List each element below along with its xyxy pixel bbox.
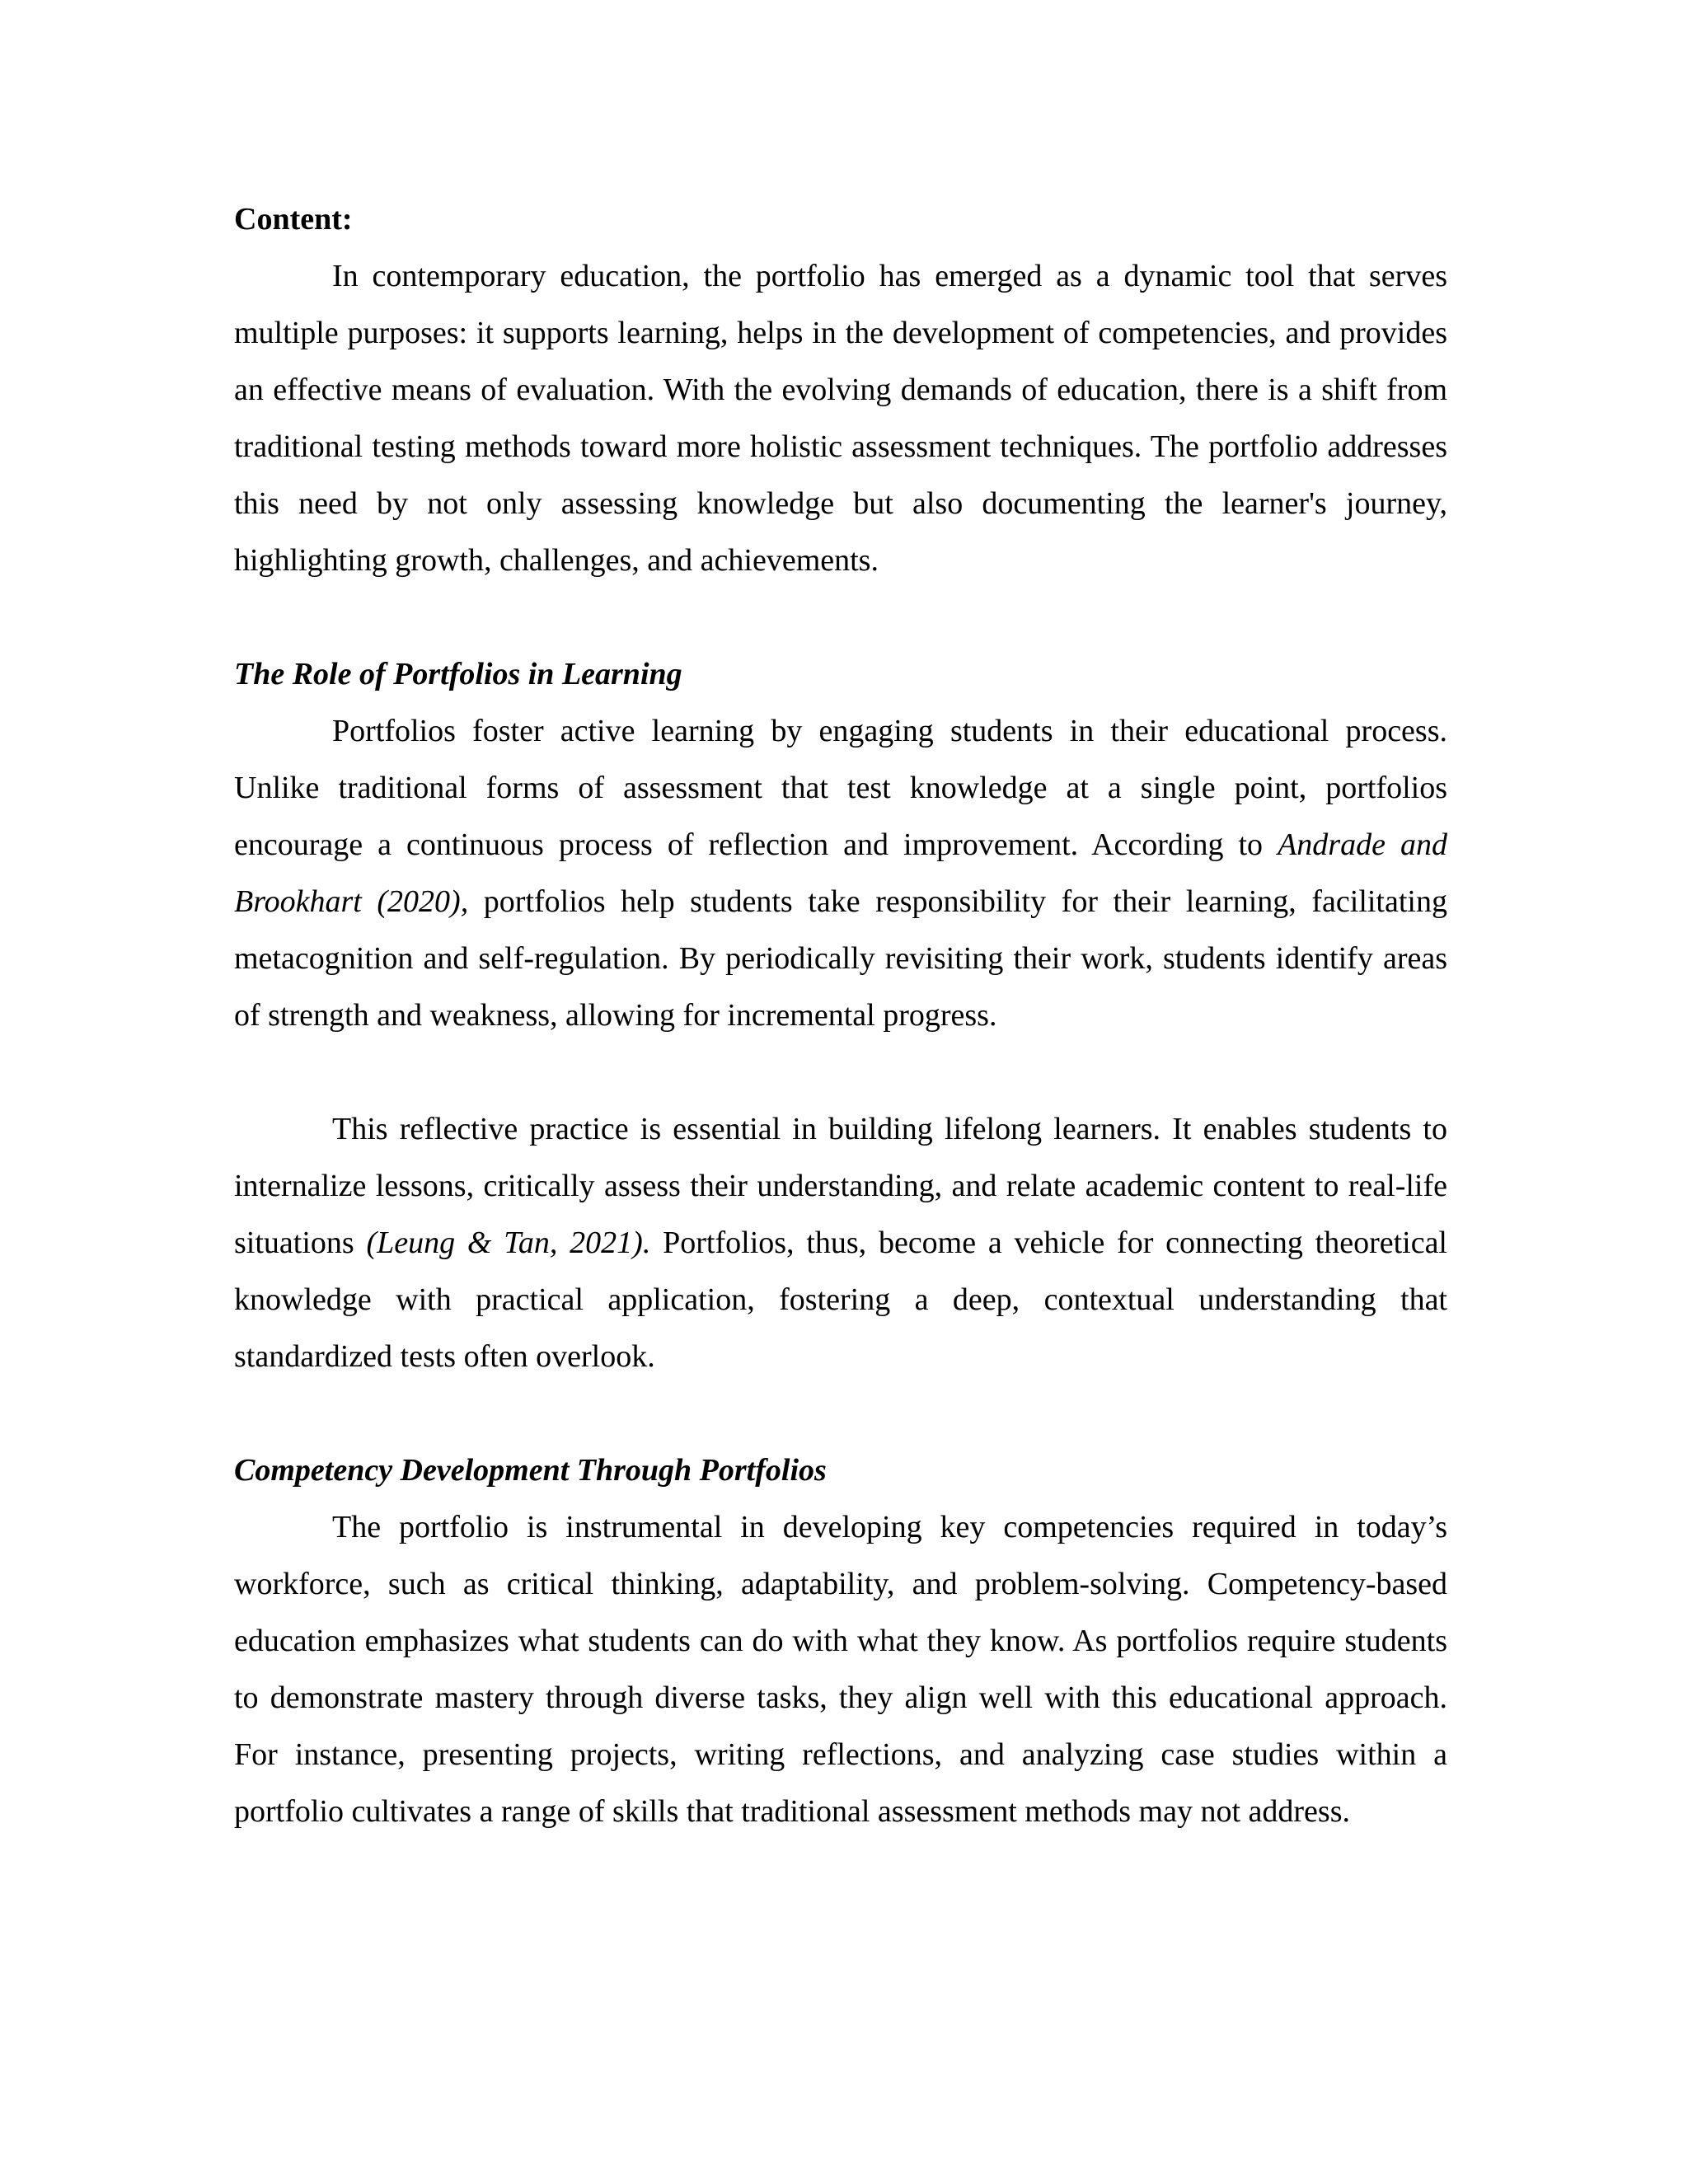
role-paragraph-1-text-b: portfolios help students take responsibility for their learning, facilitating metacognition and self-regulation. By periodically revisiting their work, students identify areas of strength and weakness, allowing for incremental progress.: [234, 884, 1447, 1033]
citation-andrade-brookhart: Andrade and Brookhart (2020),: [234, 827, 1447, 919]
paragraph-gap: [234, 1044, 1447, 1101]
intro-paragraph: In contemporary education, the portfolio has emerged as a dynamic tool that serves multiple purposes: it supports learning, helps in the development of competencies, and provides an effective means of evaluation. With the evolving demands of education, there is a shift from traditional testing methods toward more holistic assessment techniques. The portfolio addresses this need by not only assessing knowledge but also documenting the learner's journey, highlighting growth, challenges, and achievements.: [234, 259, 1447, 578]
competency-paragraph-1: The portfolio is instrumental in developing key competencies required in today’s workforce, such as critical thinking, adaptability, and problem-solving. Competency-based education emphasizes what students can do with what they know. As portfolios require students to demonstrate mastery through diverse tasks, they align well with this educational approach. For instance, presenting projects, writing reflections, and analyzing case studies within a portfolio cultivates a range of skills that traditional assessment methods may not address.: [234, 1510, 1447, 1829]
role-paragraph-2: [234, 1101, 1447, 1385]
role-paragraph-1-text-a: Portfolios foster active learning by engaging students in their educational process. Unlike traditional forms of assessment that test knowledge at a single point, portfolios encourage a continuous process of reflection and improvement. According to: [234, 714, 1447, 862]
section-heading-role-of-portfolios: The Role of Portfolios in Learning: [234, 657, 682, 691]
section-heading-competency-development: Competency Development Through Portfolios: [234, 1453, 827, 1488]
document-page: [234, 191, 1447, 1840]
role-paragraph-2-text-a: This reflective practice is essential in building lifelong learners. It enables students to internalize lessons, critically assess their understanding, and relate academic content to real-life situations: [234, 1112, 1447, 1260]
section-gap: [234, 1385, 1447, 1442]
role-paragraph-1: [234, 703, 1447, 1044]
role-paragraph-2-text-b: Portfolios, thus, become a vehicle for connecting theoretical knowledge with practical application, fostering a deep, contextual understanding that standardized tests often overlook.: [234, 1226, 1447, 1374]
citation-leung-tan: (Leung & Tan, 2021).: [366, 1226, 651, 1260]
section-gap: [234, 589, 1447, 646]
content-heading: Content:: [234, 202, 353, 237]
